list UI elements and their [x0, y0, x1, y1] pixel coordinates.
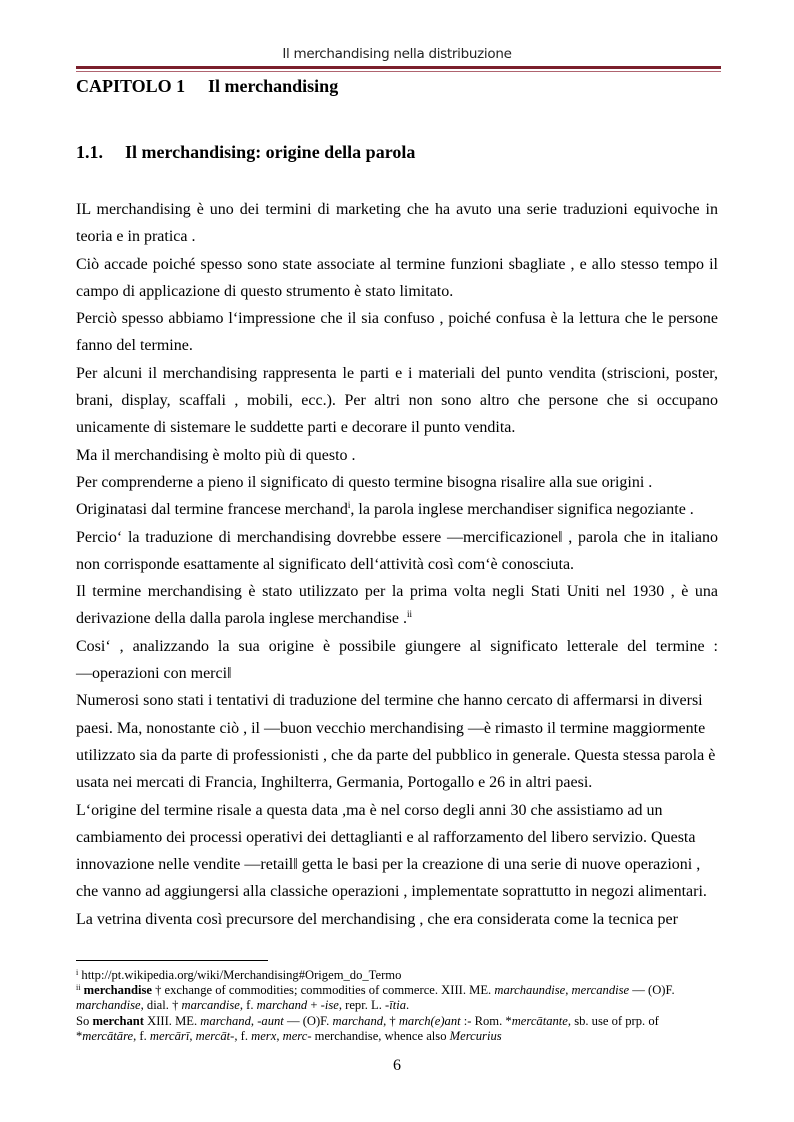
- chapter-number: CAPITOLO 1: [76, 76, 186, 96]
- fn-italic: -ītia: [385, 998, 406, 1013]
- fn-text: , f.: [133, 1028, 150, 1043]
- fn-italic: mercāt-: [195, 1028, 235, 1043]
- footnote-mark: i: [76, 968, 79, 977]
- fn-text: :- Rom. *: [460, 1013, 512, 1028]
- footnote-1: [76, 968, 718, 983]
- fn-text: , †: [383, 1013, 399, 1028]
- chapter-heading: [76, 76, 338, 97]
- fn-italic: mercārī: [149, 1028, 190, 1043]
- body-line: non corrisponde esattamente al significato dell‘attività così com‘è conosciuta.: [76, 555, 575, 573]
- body-line: teoria e in pratica .: [76, 228, 196, 246]
- fn-italic: marcandise: [181, 998, 240, 1013]
- fn-italic: mercātāre: [82, 1028, 134, 1043]
- body-line: Per alcuni il merchandising rappresenta le parti e i materiali del punto vendita (striscioni, poster,: [76, 364, 718, 382]
- chapter-title: Il merchandising: [208, 76, 339, 96]
- fn-text: *: [76, 1028, 83, 1043]
- body-line: Percio‘ la traduzione di merchandising dovrebbe essere ―mercificazione‖ , parola che in italiano: [76, 528, 718, 546]
- body-line: utilizzato sia da parte di professionisti , che da parte del pubblico in generale. Questa stessa parola è: [76, 746, 716, 764]
- section-number: 1.1.: [76, 142, 103, 162]
- footnote-2-line: [76, 1029, 718, 1044]
- body-line: Numerosi sono stati i tentativi di traduzione del termine che hanno cercato di affermarsi in diversi: [76, 692, 703, 710]
- fn-text: — (O)F.: [283, 1013, 333, 1028]
- body-line: Ciò accade poiché spesso sono state associate al termine funzioni sbagliate , e allo stesso tempo il: [76, 255, 718, 273]
- fn-italic: marchandise: [76, 998, 141, 1013]
- body-line: [76, 605, 718, 632]
- body-line: cambiamento dei processi operativi dei dettaglianti e al rafforzamento del libero servizio. Questa: [76, 828, 696, 846]
- fn-italic: merx: [251, 1028, 277, 1043]
- footnotes: [76, 968, 718, 1044]
- fn-text: † exchange of commodities; commodities of commerce. XIII. ME.: [151, 983, 495, 998]
- fn-text: .: [406, 998, 410, 1013]
- fn-text: , sb. use of prp. of: [567, 1013, 659, 1028]
- fn-text: +: [307, 998, 321, 1013]
- body-line: IL merchandising è uno dei termini di marketing che ha avuto una serie traduzioni equivoche in: [76, 201, 718, 218]
- body-line: Per comprenderne a pieno il significato di questo termine bisogna risalire alla sue origini .: [76, 473, 653, 491]
- fn-term: merchandise: [83, 983, 152, 998]
- body-line: L‘origine del termine risale a questa data ,ma è nel corso degli anni 30 che assistiamo ad un: [76, 801, 663, 819]
- fn-text: , dial. †: [140, 998, 182, 1013]
- fn-italic: marchand: [332, 1013, 384, 1028]
- fn-text: ,: [276, 1028, 283, 1043]
- section-heading: [76, 142, 415, 163]
- body-line: Il termine merchandising è stato utilizzato per la prima volta negli Stati Uniti nel 1930 , è una: [76, 583, 718, 601]
- fn-italic: Mercurius: [449, 1028, 502, 1043]
- body-line: unicamente di sistemare le suddette parti e decorare il punto vendita.: [76, 419, 516, 437]
- body-line: Cosi‘ , analizzando la sua origine è possibile giungere al significato letterale del termine :: [76, 637, 718, 655]
- body-text: [76, 196, 718, 933]
- fn-italic: -ise: [320, 998, 339, 1013]
- body-line-part: Originatasi dal termine francese merchand: [76, 501, 348, 519]
- fn-italic: marchand: [256, 998, 308, 1013]
- body-line: Perciò spesso abbiamo l‘impressione che il sia confuso , poiché confusa è la lettura che le persone: [76, 310, 718, 328]
- fn-text: ,: [189, 1028, 196, 1043]
- fn-text: , f.: [234, 1028, 252, 1043]
- body-line: Ma il merchandising è molto più di questo .: [76, 446, 356, 464]
- fn-text: So: [76, 1013, 93, 1028]
- footnote-2-line: [76, 1014, 718, 1029]
- body-line-part: derivazione della dalla parola inglese merchandise .: [76, 610, 407, 628]
- page-number: 6: [393, 1057, 401, 1074]
- body-line: [76, 496, 718, 523]
- body-line: campo di applicazione di questo strumento è stato limitato.: [76, 282, 454, 300]
- fn-italic: -aunt: [257, 1013, 284, 1028]
- fn-italic: mercandise: [571, 983, 630, 998]
- body-line: La vetrina diventa così precursore del merchandising , che era considerata come la tecnica per: [76, 910, 678, 928]
- fn-text: , f.: [239, 998, 257, 1013]
- fn-term: merchant: [92, 1013, 144, 1028]
- body-line: ―operazioni con merci‖: [76, 665, 232, 683]
- footnote-ref-1: i: [347, 500, 351, 511]
- body-line: che vanno ad aggiungersi alla classiche operazioni , implementate soprattutto in negozi alimentari.: [76, 883, 707, 901]
- body-line: innovazione nelle vendite ―retail‖ getta le basi per la creazione di una serie di nuove operazioni ,: [76, 856, 701, 874]
- body-line: paesi. Ma, nonostante ciò , il ―buon vecchio merchandising ―è rimasto il termine maggiormente: [76, 719, 706, 737]
- footnote-separator: [76, 960, 268, 961]
- running-header: Il merchandising nella distribuzione: [282, 46, 512, 62]
- header-rule: [76, 66, 721, 69]
- body-line-part: , la parola inglese merchandiser significa negoziante .: [350, 501, 694, 519]
- fn-text: XIII. ME.: [143, 1013, 201, 1028]
- footnote-2-line: [76, 998, 718, 1013]
- fn-italic: march(e)ant: [398, 1013, 461, 1028]
- body-line: usata nei mercati di Francia, Inghilterra, Germania, Portogallo e 26 in altri paesi.: [76, 774, 593, 792]
- header-rule-thin: [76, 71, 721, 72]
- fn-italic: marchand: [200, 1013, 251, 1028]
- body-line: brani, display, scaffali , mobili, ecc.). Per altri non sono altro che persone che si occupano: [76, 392, 718, 410]
- footnote-2-line: [76, 983, 718, 998]
- body-line: fanno del termine.: [76, 337, 193, 355]
- section-title: Il merchandising: origine della parola: [125, 142, 416, 162]
- footnote-mark: ii: [76, 983, 81, 993]
- fn-text: ,: [250, 1013, 258, 1028]
- fn-text: , repr. L.: [338, 998, 385, 1013]
- fn-italic: marchaundise: [494, 983, 566, 998]
- footnote-link[interactable]: http://pt.wikipedia.org/wiki/Merchandising#Origem_do_Termo: [81, 968, 402, 982]
- footnote-ref-2: ii: [406, 609, 412, 620]
- fn-text: merchandise, whence also: [311, 1028, 450, 1043]
- fn-italic: merc-: [282, 1028, 312, 1043]
- fn-text: — (O)F.: [629, 983, 675, 998]
- fn-italic: mercātante: [511, 1013, 568, 1028]
- fn-text: ,: [565, 983, 572, 998]
